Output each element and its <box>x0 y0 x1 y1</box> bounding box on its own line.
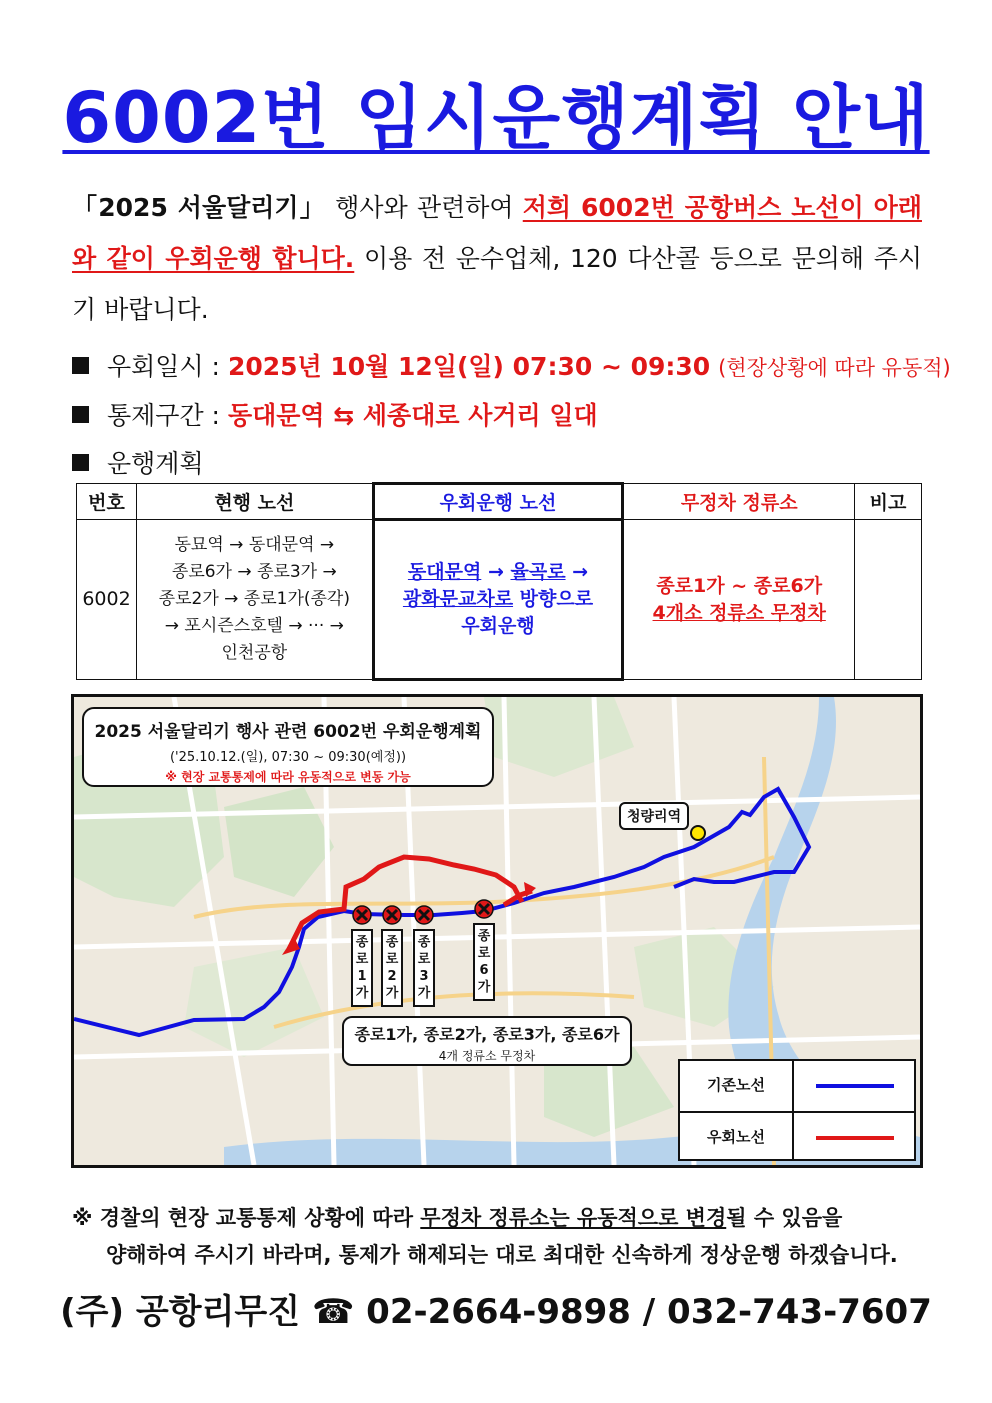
stop-label-jongno1 <box>351 929 373 1007</box>
legend-existing-line <box>816 1084 894 1088</box>
footnote-line-2: 양해하여 주시기 바라며, 통제가 해제되는 대로 최대한 신속하게 정상운행 하겠습니다. <box>106 1243 898 1267</box>
square-bullet-icon <box>72 406 89 423</box>
footnote-highlight: 무정차 정류소는 유동적으로 변경 <box>420 1206 727 1230</box>
plan-label: 운행계획 <box>107 449 204 478</box>
no-stop-summary-sub: 4개 정류소 무정차 <box>438 1049 536 1063</box>
legend-existing-label: 기존노선 <box>680 1061 794 1111</box>
remark-cell <box>855 520 922 680</box>
section-value: 동대문역 ⇆ 세종대로 사거리 일대 <box>227 401 598 430</box>
current-route-line: 인천공항 <box>221 643 288 663</box>
bullet-plan <box>72 440 932 488</box>
info-bullets <box>72 343 951 488</box>
no-stop-summary-callout <box>342 1016 632 1066</box>
page-title: 6002번 임시운행계획 안내 <box>62 77 930 159</box>
detour-point-gwanghwamun: 광화문교차로 <box>402 588 514 610</box>
no-stop-count: 4개소 정류소 무정차 <box>652 601 826 624</box>
arrow-text: → <box>481 561 511 583</box>
detour-point-yulgokro: 율곡로 <box>510 561 566 583</box>
legend-existing <box>680 1061 914 1111</box>
stop-label-jongno6 <box>473 923 495 1001</box>
header-no-stop: 무정차 정류소 <box>623 484 855 520</box>
bullet-date <box>72 343 951 392</box>
detour-route <box>373 520 623 680</box>
footnote <box>72 1200 924 1274</box>
header-current-route: 현행 노선 <box>136 484 373 520</box>
intro-text-2: 이용 전 운수업체, 120 다산콜 등으로 문의해 주시기 바랍니다. <box>72 244 922 324</box>
stop-label-text: 종 로 2 가 <box>385 935 399 1001</box>
route-plan-table <box>76 482 922 681</box>
table-row <box>77 520 922 680</box>
date-value: 2025년 10월 12일(일) 07:30 ~ 09:30 <box>227 352 711 381</box>
stop-label-jongno3 <box>413 929 435 1007</box>
stop-label-jongno2 <box>381 929 403 1007</box>
header-number: 번호 <box>77 484 137 520</box>
detour-point-dongdaemun: 동대문역 <box>407 561 482 583</box>
no-stop-cell <box>623 520 855 680</box>
header-remark: 비고 <box>855 484 922 520</box>
date-note: (현장상황에 따라 유동적) <box>718 356 951 380</box>
route-map <box>71 694 923 1168</box>
map-callout-note: ※ 현장 교통통제에 따라 유동적으로 변동 가능 <box>165 770 411 784</box>
no-stop-range: 종로1가 ~ 종로6가 <box>656 574 823 597</box>
current-route-line: 종로2가 → 종로1가(종각) <box>158 589 350 609</box>
legend-detour-label: 우회노선 <box>680 1113 794 1161</box>
phone-numbers: 02-2664-9898 / 032-743-7607 <box>366 1292 932 1332</box>
legend-detour <box>680 1111 914 1161</box>
header-detour-route: 우회운행 노선 <box>373 484 623 520</box>
section-label: 통제구간 : <box>107 401 220 430</box>
route-number: 6002 <box>77 520 137 680</box>
station-marker-icon <box>691 826 705 840</box>
intro-text-1: 행사와 관련하여 <box>326 193 523 222</box>
current-route <box>136 520 373 680</box>
station-label: 청량리역 <box>619 802 689 830</box>
intro-paragraph <box>72 182 922 335</box>
current-route-line: 동묘역 → 동대문역 → <box>174 535 335 555</box>
map-title-callout <box>82 707 494 787</box>
contact-line <box>0 1284 992 1333</box>
stop-label-text: 종 로 1 가 <box>355 935 369 1001</box>
current-route-line: → 포시즌스호텔 → ··· → <box>164 616 344 636</box>
map-callout-date: ('25.10.12.(일), 07:30 ~ 09:30(예정)) <box>169 750 407 765</box>
map-callout-title: 2025 서울달리기 행사 관련 6002번 우회운행계획 <box>94 722 482 742</box>
square-bullet-icon <box>72 454 89 471</box>
current-route-line: 종로6가 → 종로3가 → <box>171 562 337 582</box>
map-legend <box>678 1059 916 1161</box>
intro-highlight: 저희 6002번 공항버스 노선이 아래와 같이 우회운행 합니다. <box>72 193 922 273</box>
footnote-mark: ※ <box>72 1206 93 1230</box>
table-header-row <box>77 484 922 520</box>
stop-label-text: 종 로 6 가 <box>477 929 491 995</box>
detour-direction: 방향으로 <box>513 588 594 610</box>
square-bullet-icon <box>72 357 89 374</box>
no-stop-summary: 종로1가, 종로2가, 종로3가, 종로6가 <box>354 1025 620 1044</box>
event-name: 「2025 서울달리기」 <box>72 193 327 222</box>
company-name: (주) 공항리무진 <box>60 1292 301 1332</box>
legend-detour-line <box>816 1136 894 1140</box>
footnote-text-2: 될 수 있음을 <box>726 1206 843 1230</box>
detour-label: 우회운행 <box>461 615 535 637</box>
stop-label-text: 종 로 3 가 <box>417 935 431 1001</box>
arrow-text: → <box>565 561 589 583</box>
footnote-text-1: 경찰의 현장 교통통제 상황에 따라 <box>92 1206 421 1230</box>
date-label: 우회일시 : <box>107 352 220 381</box>
phone-icon: ☎ <box>311 1292 355 1332</box>
bullet-section <box>72 392 932 440</box>
